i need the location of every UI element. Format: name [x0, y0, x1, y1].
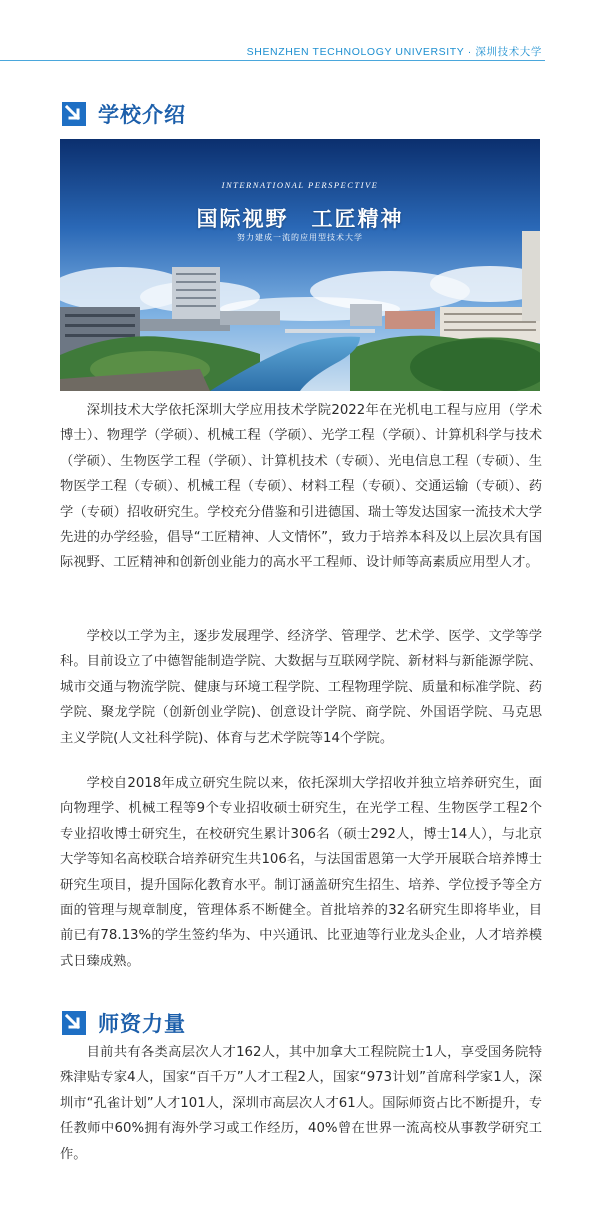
running-header: [247, 44, 542, 59]
section-title-school-intro: [62, 99, 186, 129]
arrow-bullet-icon: [62, 1011, 86, 1035]
arrow-bullet-icon: [62, 102, 86, 126]
section-heading: 师资力量: [98, 1012, 186, 1036]
header-university-cn: 深圳技术大学: [475, 46, 542, 58]
banner-caption-en: INTERNATIONAL PERSPECTIVE: [221, 180, 379, 190]
banner-caption-cn: 国际视野 工匠精神: [196, 206, 404, 231]
banner-caption-sub: 努力建成一流的应用型技术大学: [237, 233, 363, 242]
faculty-paragraph: 目前共有各类高层次人才162人，其中加拿大工程院院士1人，享受国务院特殊津贴专家4人，国家“百千万”人才工程2人，国家“973计划”首席科学家1人，深圳市“孔雀计划”人才101人，深圳市高层次人才61人。国际师资占比不断提升，专任教师中60%拥有海外学习或工作经历，40%曾在世界一流高校从事教学研究工作。: [60, 1045, 542, 1162]
section-heading: 学校介绍: [98, 103, 186, 127]
intro-paragraph: 学校自2018年成立研究生院以来，依托深圳大学招收并独立培养研究生，面向物理学、机械工程等9个专业招收硕士研究生，在光学工程、生物医学工程2个专业招收博士研究生，在校研究生累计306名（硕士292人，博士14人），与北京大学等知名高校联合培养研究生共106名，与法国雷恩第一大学开展联合培养博士研究生项目，提升国际化教育水平。制订涵盖研究生招生、培养、学位授予等全方面的管理与规章制度，管理体系不断健全。首批培养的32名研究生即将毕业，目前已有78.13%的学生签约华为、中兴通讯、比亚迪等行业龙头企业，人才培养模式日臻成熟。: [60, 776, 542, 969]
header-university-en: SHENZHEN TECHNOLOGY UNIVERSITY: [246, 46, 465, 58]
campus-banner-image: [60, 139, 540, 391]
header-rule: [0, 60, 545, 61]
intro-paragraph: 学校以工学为主，逐步发展理学、经济学、管理学、艺术学、医学、文学等学科。目前设立了中德智能制造学院、大数据与互联网学院、新材料与新能源学院、城市交通与物流学院、健康与环境工程学院、工程物理学院、质量和标准学院、药学院、聚龙学院（创新创业学院)、创意设计学院、商学院、外国语学院、马克思主义学院(人文社科学院)、体育与艺术学院等14个学院。: [60, 629, 542, 746]
intro-paragraph: 深圳技术大学依托深圳大学应用技术学院2022年在光机电工程与应用（学术博士）、物理学（学硕）、机械工程（学硕）、光学工程（学硕）、计算机科学与技术（学硕）、生物医学工程（学硕）、计算机技术（专硕）、光电信息工程（专硕）、生物医学工程（专硕）、机械工程（专硕）、材料工程（专硕）、交通运输（专硕）、药学（专硕）招收研究生。学校充分借鉴和引进德国、瑞士等发达国家一流技术大学先进的办学经验，倡导“工匠精神、人文情怀”，致力于培养本科及以上层次具有国际视野、工匠精神和创新创业能力的高水平工程师、设计师等高素质应用型人才。: [60, 403, 542, 571]
campus-illustration: [60, 139, 540, 391]
section-title-faculty: [62, 1008, 186, 1038]
header-separator: ·: [467, 46, 472, 58]
